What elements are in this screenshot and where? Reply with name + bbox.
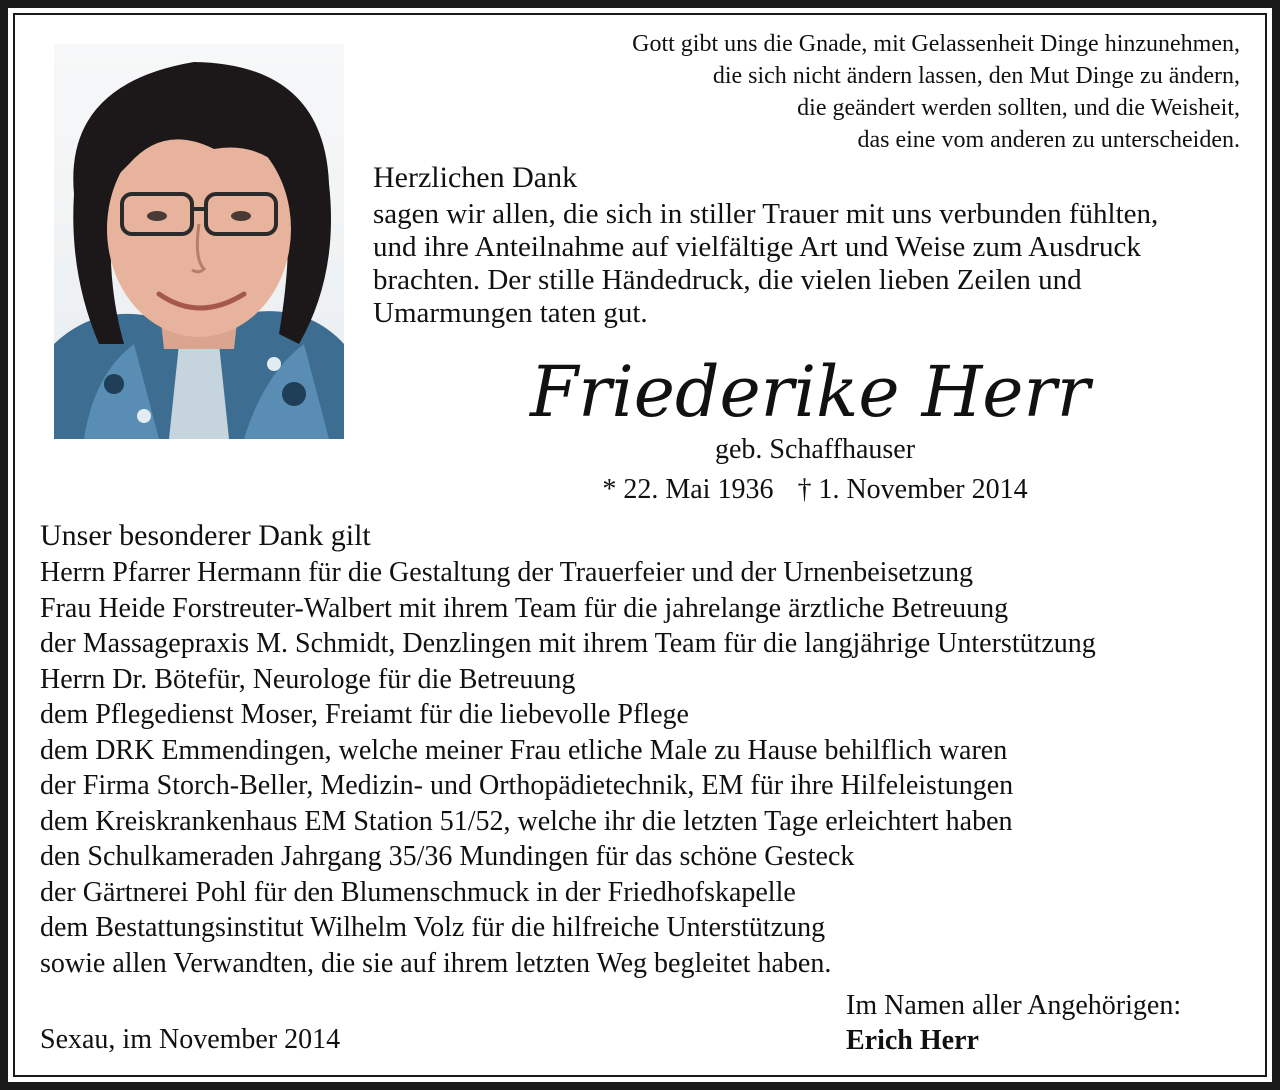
portrait-photo [54,44,344,439]
thanks-heading: Herzlichen Dank [373,161,578,194]
thanks-line: und ihre Anteilnahme auf vielfältige Art und Weise zum Ausdruck [373,231,1141,263]
serenity-quote [460,28,1240,156]
list-item: Frau Heide Forstreuter-Walbert mit ihrem Team für die jahrelange ärztliche Betreuung [40,592,1009,624]
thanks-line: Umarmungen taten gut. [373,297,648,329]
quote-line: das eine vom anderen zu unterscheiden. [857,127,1240,153]
list-item: dem Kreiskrankenhaus EM Station 51/52, welche ihr die letzten Tage erleichtert haben [40,805,1013,837]
thanks-line: sagen wir allen, die sich in stiller Trauer mit uns verbunden fühlten, [373,198,1159,230]
list-item: der Massagepraxis M. Schmidt, Denzlingen mit ihrem Team für die langjährige Unterstützung [40,628,1096,659]
birth-name: geb. Schaffhauser [714,434,916,465]
special-thanks-list [40,555,1250,981]
signature-block [846,988,1181,1058]
place-and-date: Sexau, im November 2014 [40,1024,341,1055]
list-item: der Gärtnerei Pohl für den Blumenschmuck in der Friedhofskapelle [40,876,796,908]
quote-line: die geändert werden sollten, und die Weisheit, [797,95,1240,121]
thanks-text [373,198,1253,330]
portrait-illustration [54,44,344,439]
list-item: Herrn Pfarrer Hermann für die Gestaltung der Trauerfeier und der Urnenbeisetzung [40,557,973,588]
list-item: der Firma Storch-Beller, Medizin- und Orthopädietechnik, EM für ihre Hilfeleistungen [40,770,1014,801]
thanks-line: brachten. Der stille Händedruck, die vielen lieben Zeilen und [373,264,1082,296]
list-item: dem Pflegedienst Moser, Freiamt für die liebevolle Pflege [40,699,689,730]
death-date: † 1. November 2014 [797,474,1028,505]
list-item: den Schulkameraden Jahrgang 35/36 Mundingen für das schöne Gesteck [40,841,855,872]
list-item: Herrn Dr. Bötefür, Neurologe für die Betreuung [40,663,576,695]
list-item: dem Bestattungsinstitut Wilhelm Volz für die hilfreiche Unterstützung [40,912,826,943]
quote-line: Gott gibt uns die Gnade, mit Gelassenheit Dinge hinzunehmen, [632,31,1240,57]
signer-name: Erich Herr [846,1025,979,1056]
special-thanks-heading: Unser besonderer Dank gilt [40,519,371,552]
on-behalf-text: Im Namen aller Angehörigen: [846,990,1182,1021]
quote-line: die sich nicht ändern lassen, den Mut Dinge zu ändern, [712,63,1240,89]
life-dates [520,472,1110,508]
list-item: dem DRK Emmendingen, welche meiner Frau etliche Male zu Hause behilflich waren [40,734,1008,766]
list-item: sowie allen Verwandten, die sie auf ihrem letzten Weg begleitet haben. [40,947,832,979]
birth-date: * 22. Mai 1936 [602,474,774,505]
deceased-name-text: Friederike Herr [528,351,1094,433]
